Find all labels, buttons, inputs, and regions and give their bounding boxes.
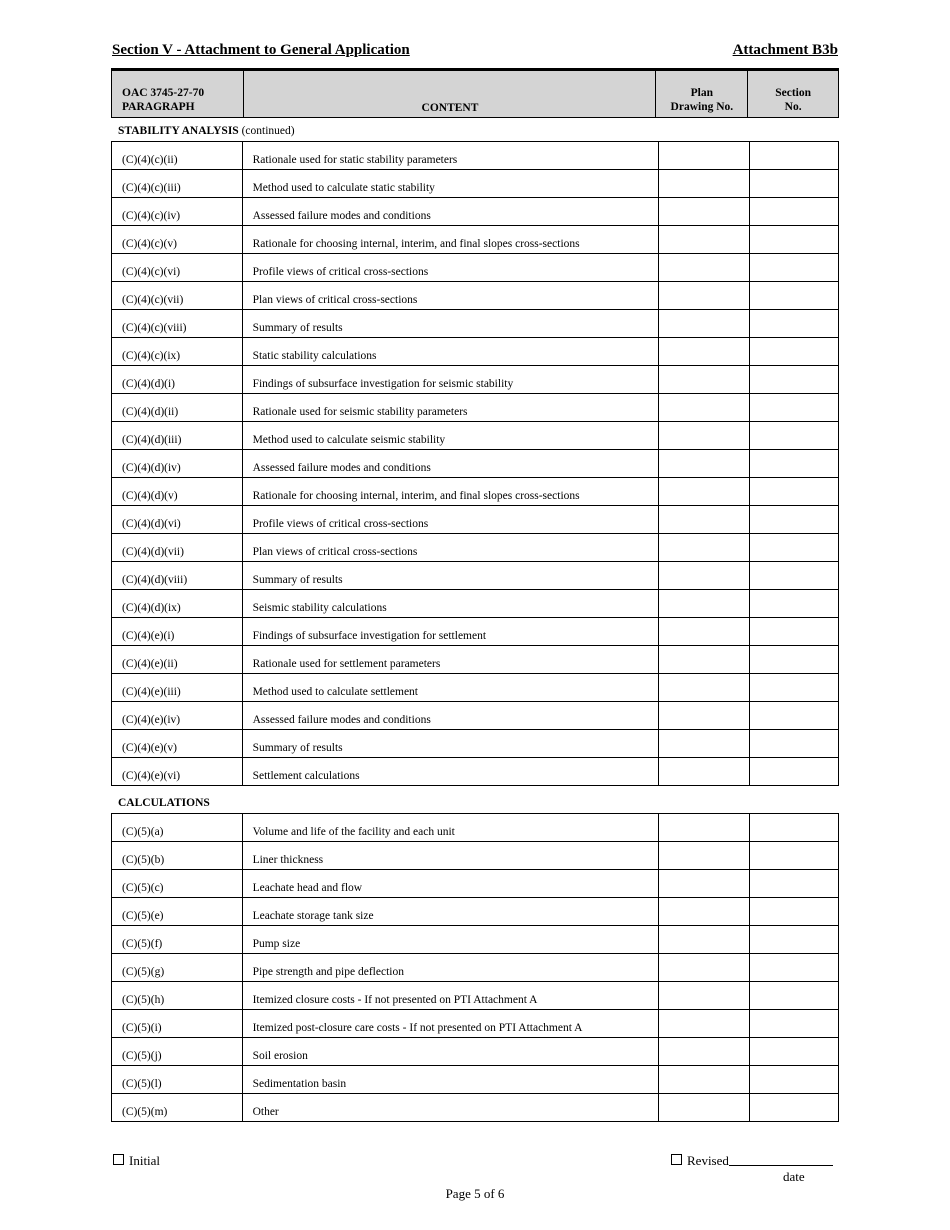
section-number-input-cell[interactable] [749,450,838,478]
initial-option[interactable] [113,1153,160,1169]
page-number: Page 5 of 6 [445,1186,505,1201]
plan-drawing-input-cell[interactable] [659,198,749,226]
content-cell: Method used to calculate settlement [242,674,658,702]
plan-drawing-input-cell[interactable] [659,338,749,366]
section-number-input-cell[interactable] [749,758,838,786]
plan-drawing-input-cell[interactable] [659,422,749,450]
table-row [112,170,839,198]
content-cell: Assessed failure modes and conditions [242,702,658,730]
content-cell: Liner thickness [242,842,658,870]
table-row [112,870,839,898]
content-cell: Assessed failure modes and conditions [242,450,658,478]
table-row [112,646,839,674]
table-row [112,422,839,450]
plan-drawing-input-cell[interactable] [659,310,749,338]
plan-drawing-input-cell[interactable] [659,870,749,898]
content-cell: Rationale used for settlement parameters [242,646,658,674]
paragraph-cell: (C)(5)(c) [112,870,243,898]
plan-drawing-input-cell[interactable] [659,282,749,310]
section-number-input-cell[interactable] [749,282,838,310]
plan-drawing-input-cell[interactable] [659,254,749,282]
revised-option[interactable] [671,1153,833,1169]
paragraph-cell: (C)(4)(d)(ii) [112,394,243,422]
table-row [112,310,839,338]
table-row [112,394,839,422]
column-header-table [111,68,839,118]
revised-label: Revised [687,1153,729,1168]
section-number-input-cell[interactable] [749,618,838,646]
content-cell: Static stability calculations [242,338,658,366]
paragraph-cell: (C)(4)(c)(ii) [112,142,243,170]
table-row [112,758,839,786]
paragraph-cell: (C)(4)(c)(vii) [112,282,243,310]
paragraph-cell: (C)(4)(e)(i) [112,618,243,646]
content-cell: Findings of subsurface investigation for settlement [242,618,658,646]
table-row [112,254,839,282]
section-number-input-cell[interactable] [749,730,838,758]
table-row [112,982,839,1010]
section-number-input-cell[interactable] [749,590,838,618]
content-cell: Summary of results [242,730,658,758]
section-number-input-cell[interactable] [749,226,838,254]
plan-drawing-input-cell[interactable] [659,478,749,506]
table-row [112,730,839,758]
plan-drawing-input-cell[interactable] [659,982,749,1010]
paragraph-cell: (C)(4)(d)(i) [112,366,243,394]
plan-drawing-input-cell[interactable] [659,842,749,870]
content-cell: Rationale for choosing internal, interim, and final slopes cross-sections [242,226,658,254]
section-number-input-cell[interactable] [749,674,838,702]
plan-drawing-input-cell[interactable] [659,674,749,702]
table-row [112,338,839,366]
paragraph-cell: (C)(4)(c)(v) [112,226,243,254]
paragraph-cell: (C)(5)(f) [112,926,243,954]
table-row [112,842,839,870]
table-row [112,702,839,730]
plan-drawing-column-header: Plan Drawing No. [656,70,748,118]
section-number-input-cell[interactable] [749,982,838,1010]
table-row [112,926,839,954]
paragraph-cell: (C)(4)(e)(iii) [112,674,243,702]
stability-analysis-table [111,141,839,786]
content-cell: Profile views of critical cross-sections [242,254,658,282]
table-row [112,618,839,646]
section-number-input-cell[interactable] [749,338,838,366]
content-cell: Itemized post-closure care costs - If not presented on PTI Attachment A [242,1010,658,1038]
plan-drawing-input-cell[interactable] [659,1066,749,1094]
content-cell: Other [242,1094,658,1122]
plan-drawing-input-cell[interactable] [659,618,749,646]
paragraph-cell: (C)(4)(c)(iii) [112,170,243,198]
section-number-column-header: Section No. [748,70,839,118]
plan-drawing-input-cell[interactable] [659,170,749,198]
paragraph-cell: (C)(4)(e)(iv) [112,702,243,730]
section-number-input-cell[interactable] [749,506,838,534]
paragraph-cell: (C)(4)(e)(ii) [112,646,243,674]
table-row [112,142,839,170]
table-row [112,1038,839,1066]
paragraph-cell: (C)(5)(m) [112,1094,243,1122]
table-row [112,814,839,842]
paragraph-cell: (C)(5)(l) [112,1066,243,1094]
paragraph-cell: (C)(4)(d)(vi) [112,506,243,534]
content-cell: Leachate head and flow [242,870,658,898]
table-row [112,674,839,702]
table-row [112,198,839,226]
content-cell: Summary of results [242,562,658,590]
section-number-input-cell[interactable] [749,1066,838,1094]
paragraph-cell: (C)(4)(e)(vi) [112,758,243,786]
calculations-heading: CALCULATIONS [118,797,210,809]
plan-drawing-input-cell[interactable] [659,506,749,534]
plan-drawing-input-cell[interactable] [659,898,749,926]
revised-date-line[interactable] [729,1154,833,1166]
content-cell: Sedimentation basin [242,1066,658,1094]
calculations-table [111,813,839,1122]
content-column-header: CONTENT [244,70,656,118]
table-row [112,590,839,618]
table-row [112,1010,839,1038]
initial-label: Initial [129,1153,161,1168]
table-row [112,478,839,506]
table-row [112,534,839,562]
plan-drawing-input-cell[interactable] [659,1010,749,1038]
section-title: Section V - Attachment to General Application [112,42,410,58]
plan-drawing-input-cell[interactable] [659,366,749,394]
paragraph-cell: (C)(4)(d)(iii) [112,422,243,450]
revised-checkbox[interactable] [671,1154,682,1165]
table-row [112,506,839,534]
paragraph-cell: (C)(4)(c)(iv) [112,198,243,226]
section-number-input-cell[interactable] [749,534,838,562]
content-cell: Method used to calculate static stability [242,170,658,198]
paragraph-cell: (C)(4)(e)(v) [112,730,243,758]
paragraph-cell: (C)(5)(e) [112,898,243,926]
content-cell: Volume and life of the facility and each unit [242,814,658,842]
section-number-input-cell[interactable] [749,926,838,954]
plan-drawing-input-cell[interactable] [659,1094,749,1122]
content-cell: Leachate storage tank size [242,898,658,926]
paragraph-cell: (C)(5)(j) [112,1038,243,1066]
section-number-input-cell[interactable] [749,562,838,590]
section-number-input-cell[interactable] [749,1038,838,1066]
table-row [112,226,839,254]
content-cell: Assessed failure modes and conditions [242,198,658,226]
section-number-input-cell[interactable] [749,170,838,198]
plan-drawing-input-cell[interactable] [659,142,749,170]
initial-checkbox[interactable] [113,1154,124,1165]
plan-drawing-input-cell[interactable] [659,730,749,758]
plan-drawing-input-cell[interactable] [659,758,749,786]
content-cell: Rationale used for static stability parameters [242,142,658,170]
content-cell: Itemized closure costs - If not presented on PTI Attachment A [242,982,658,1010]
section-number-input-cell[interactable] [749,898,838,926]
table-row [112,1094,839,1122]
content-cell: Rationale for choosing internal, interim, and final slopes cross-sections [242,478,658,506]
plan-drawing-input-cell[interactable] [659,450,749,478]
section-number-input-cell[interactable] [749,394,838,422]
date-label: date [783,1169,805,1184]
content-cell: Method used to calculate seismic stability [242,422,658,450]
plan-drawing-input-cell[interactable] [659,226,749,254]
section-number-input-cell[interactable] [749,954,838,982]
table-row [112,366,839,394]
section-number-input-cell[interactable] [749,142,838,170]
content-cell: Pump size [242,926,658,954]
content-cell: Summary of results [242,310,658,338]
paragraph-cell: (C)(5)(g) [112,954,243,982]
plan-drawing-input-cell[interactable] [659,954,749,982]
table-row [112,562,839,590]
section-number-input-cell[interactable] [749,422,838,450]
content-cell: Findings of subsurface investigation for seismic stability [242,366,658,394]
paragraph-cell: (C)(4)(d)(viii) [112,562,243,590]
content-cell: Soil erosion [242,1038,658,1066]
section-number-input-cell[interactable] [749,254,838,282]
paragraph-cell: (C)(4)(d)(v) [112,478,243,506]
content-cell: Plan views of critical cross-sections [242,534,658,562]
paragraph-cell: (C)(4)(c)(ix) [112,338,243,366]
section-number-input-cell[interactable] [749,478,838,506]
plan-drawing-input-cell[interactable] [659,646,749,674]
plan-drawing-input-cell[interactable] [659,534,749,562]
paragraph-column-header: OAC 3745-27-70 PARAGRAPH [112,70,244,118]
plan-drawing-input-cell[interactable] [659,394,749,422]
table-row [112,898,839,926]
plan-drawing-input-cell[interactable] [659,702,749,730]
section-number-input-cell[interactable] [749,366,838,394]
section-number-input-cell[interactable] [749,842,838,870]
section-number-input-cell[interactable] [749,870,838,898]
content-cell: Seismic stability calculations [242,590,658,618]
section-number-input-cell[interactable] [749,702,838,730]
paragraph-cell: (C)(4)(c)(viii) [112,310,243,338]
paragraph-cell: (C)(4)(d)(iv) [112,450,243,478]
section-number-input-cell[interactable] [749,198,838,226]
content-cell: Plan views of critical cross-sections [242,282,658,310]
table-row [112,450,839,478]
content-cell: Settlement calculations [242,758,658,786]
table-row [112,282,839,310]
content-cell: Profile views of critical cross-sections [242,506,658,534]
table-row [112,954,839,982]
section-number-input-cell[interactable] [749,310,838,338]
plan-drawing-input-cell[interactable] [659,926,749,954]
paragraph-cell: (C)(4)(d)(ix) [112,590,243,618]
paragraph-cell: (C)(5)(a) [112,814,243,842]
paragraph-cell: (C)(5)(i) [112,1010,243,1038]
plan-drawing-input-cell[interactable] [659,590,749,618]
attachment-label: Attachment B3b [732,42,838,58]
plan-drawing-input-cell[interactable] [659,1038,749,1066]
section-number-input-cell[interactable] [749,1010,838,1038]
plan-drawing-input-cell[interactable] [659,814,749,842]
table-row [112,1066,839,1094]
paragraph-cell: (C)(4)(d)(vii) [112,534,243,562]
plan-drawing-input-cell[interactable] [659,562,749,590]
paragraph-cell: (C)(5)(h) [112,982,243,1010]
content-cell: Pipe strength and pipe deflection [242,954,658,982]
paragraph-cell: (C)(4)(c)(vi) [112,254,243,282]
section-number-input-cell[interactable] [749,814,838,842]
paragraph-cell: (C)(5)(b) [112,842,243,870]
stability-analysis-heading: STABILITY ANALYSIS (continued) [118,125,295,137]
section-number-input-cell[interactable] [749,1094,838,1122]
content-cell: Rationale used for seismic stability parameters [242,394,658,422]
section-number-input-cell[interactable] [749,646,838,674]
